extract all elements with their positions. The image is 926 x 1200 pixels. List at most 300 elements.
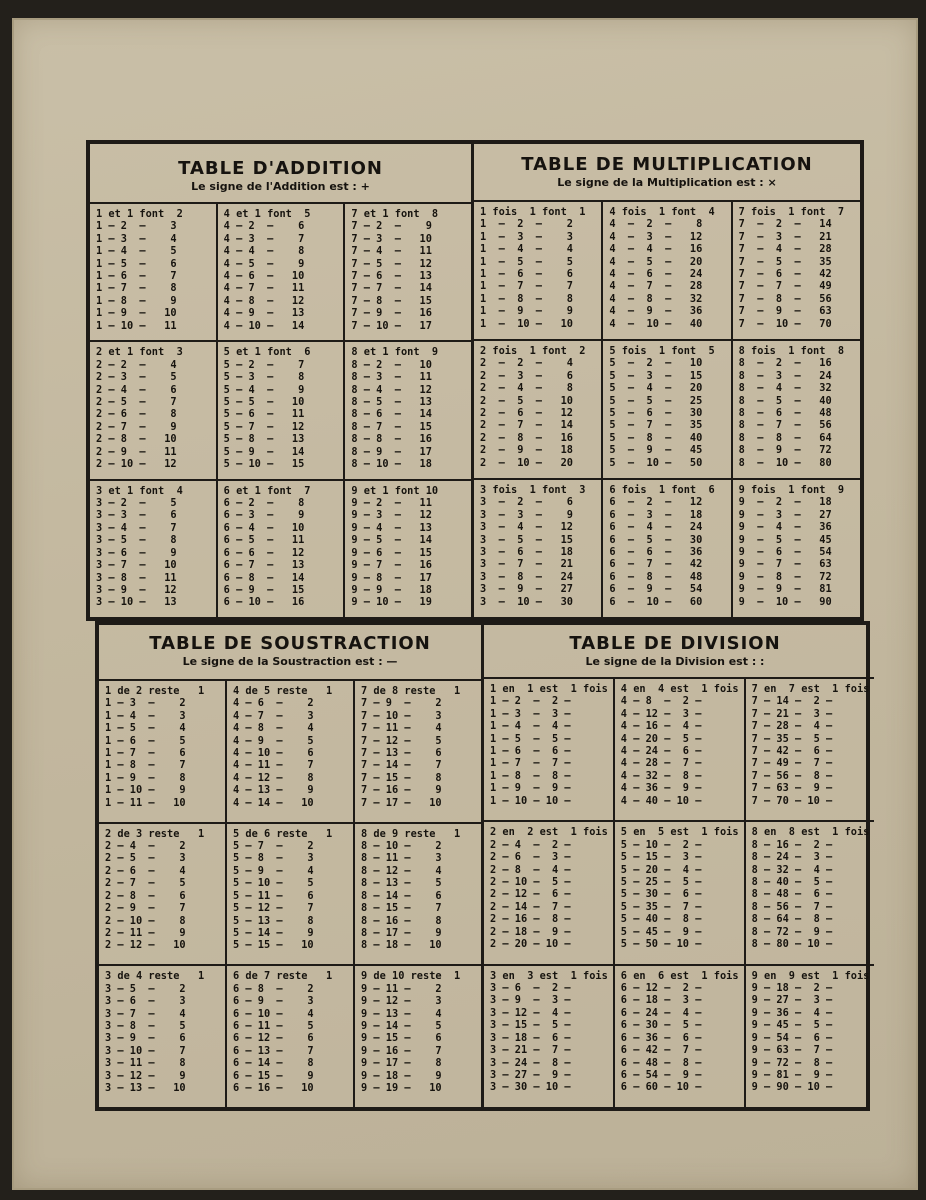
addition-line: 7 — 2 — 9 xyxy=(351,220,432,233)
soustraction-line: 4 — 8 — 4 xyxy=(233,722,314,735)
division-line: 8 — 40 — 5 — xyxy=(751,875,833,888)
addition-subtitle: Le signe de l'Addition est : + xyxy=(191,180,370,193)
multiplication-line: 2 — 10 — 20 xyxy=(480,456,573,469)
multiplication-line: 1 fois 1 font 1 xyxy=(480,206,586,218)
division-line: 6 — 60 — 10 — xyxy=(620,1081,702,1094)
division-line: 9 — 18 — 2 — xyxy=(751,982,833,995)
soustraction-line: 5 de 6 reste 1 xyxy=(233,827,333,840)
soustraction-block xyxy=(227,679,353,822)
multiplication-line: 8 — 3 — 24 xyxy=(738,369,832,382)
soustraction-line: 7 — 13 — 6 xyxy=(361,747,442,760)
addition-line: 2 — 9 — 11 xyxy=(96,445,177,458)
division-block xyxy=(746,964,875,1107)
multiplication-block xyxy=(603,478,730,617)
multiplication-line: 6 — 10 — 60 xyxy=(609,595,703,608)
addition-line: 7 — 5 — 12 xyxy=(351,257,432,270)
division-line: 4 — 12 — 3 — xyxy=(620,707,702,720)
addition-block xyxy=(218,479,344,617)
soustraction-line: 9 de 10 reste 1 xyxy=(361,970,461,983)
addition-line: 6 — 4 — 10 xyxy=(223,521,305,534)
soustraction-block xyxy=(227,964,353,1107)
soustraction-line: 3 — 5 — 2 xyxy=(105,982,186,995)
division-title: TABLE DE DIVISION xyxy=(569,633,781,654)
soustraction-line: 3 — 10 — 7 xyxy=(105,1044,186,1057)
division-line: 7 — 56 — 8 — xyxy=(751,769,833,782)
soustraction-line: 1 — 6 — 5 xyxy=(105,734,186,747)
soustraction-columns xyxy=(99,679,481,1107)
division-block xyxy=(615,964,744,1107)
soustraction-line: 2 — 7 — 5 xyxy=(105,877,186,890)
multiplication-line: 1 — 5 — 5 xyxy=(480,255,573,268)
addition-line: 7 — 8 — 15 xyxy=(351,294,432,307)
division-line: 6 — 24 — 4 — xyxy=(620,1006,702,1019)
soustraction-line: 7 — 10 — 3 xyxy=(361,709,442,722)
division-line: 5 — 30 — 6 — xyxy=(620,888,702,901)
multiplication-line: 2 — 6 — 12 xyxy=(480,407,573,420)
division-line: 6 en 6 est 1 fois xyxy=(620,969,739,982)
multiplication-line: 7 — 6 — 42 xyxy=(738,268,832,281)
soustraction-line: 5 — 7 — 2 xyxy=(233,840,314,853)
multiplication-line: 4 — 10 — 40 xyxy=(609,317,703,330)
multiplication-line: 6 — 8 — 48 xyxy=(609,570,703,583)
division-line: 2 — 14 — 7 — xyxy=(490,900,571,913)
multiplication-line: 7 fois 1 font 7 xyxy=(738,206,845,218)
multiplication-line: 6 — 5 — 30 xyxy=(609,533,703,546)
soustraction-line: 9 — 16 — 7 xyxy=(361,1044,442,1057)
addition-line: 6 — 6 — 12 xyxy=(223,546,305,559)
addition-line: 5 — 8 — 13 xyxy=(223,433,305,446)
addition-block xyxy=(218,202,344,340)
addition-line: 1 et 1 font 2 xyxy=(96,208,183,220)
soustraction-line: 9 — 11 — 2 xyxy=(361,982,442,995)
soustraction-line: 5 — 9 — 4 xyxy=(233,864,314,877)
addition-block xyxy=(345,340,471,478)
division-line: 2 — 12 — 6 — xyxy=(490,888,571,901)
multiplication-line: 2 fois 1 font 2 xyxy=(480,345,586,357)
multiplication-line: 1 — 7 — 7 xyxy=(480,280,573,293)
addition-line: 4 — 6 — 10 xyxy=(223,270,305,283)
soustraction-line: 2 — 11 — 9 xyxy=(105,926,186,939)
soustraction-line: 6 — 15 — 9 xyxy=(233,1069,314,1082)
division-line: 5 — 40 — 8 — xyxy=(620,913,702,926)
soustraction-line: 2 — 5 — 3 xyxy=(105,852,186,865)
addition-line: 6 — 10 — 16 xyxy=(223,596,305,609)
addition-line: 1 — 8 — 9 xyxy=(96,294,177,307)
addition-line: 2 — 2 — 4 xyxy=(96,358,177,371)
soustraction-line: 6 — 10 — 4 xyxy=(233,1007,314,1020)
addition-line: 9 — 7 — 16 xyxy=(351,559,432,572)
addition-line: 4 — 10 — 14 xyxy=(223,319,305,332)
multiplication-line: 5 — 5 — 25 xyxy=(609,394,703,407)
division-line: 8 — 64 — 8 — xyxy=(751,913,833,926)
addition-line: 6 et 1 font 7 xyxy=(223,484,311,497)
soustraction-line: 8 de 9 reste 1 xyxy=(361,827,461,840)
soustraction-block xyxy=(99,964,225,1107)
addition-line: 9 — 8 — 17 xyxy=(351,571,432,584)
multiplication-block xyxy=(733,200,860,339)
multiplication-column xyxy=(733,200,860,617)
division-column xyxy=(615,677,746,1107)
soustraction-line: 5 — 10 — 5 xyxy=(233,877,314,890)
division-block xyxy=(484,820,613,963)
division-line: 4 en 4 est 1 fois xyxy=(620,683,739,695)
soustraction-line: 5 — 8 — 3 xyxy=(233,852,314,865)
division-line: 1 — 8 — 8 — xyxy=(490,769,571,782)
addition-line: 8 — 9 — 17 xyxy=(351,445,432,458)
multiplication-line: 5 fois 1 font 5 xyxy=(609,345,715,357)
addition-line: 7 et 1 font 8 xyxy=(351,208,439,220)
soustraction-line: 2 — 8 — 6 xyxy=(105,889,186,902)
division-line: 4 — 24 — 6 — xyxy=(620,745,702,758)
multiplication-line: 3 — 3 — 9 xyxy=(480,508,573,521)
division-line: 6 — 12 — 2 — xyxy=(620,982,702,995)
division-line: 8 en 8 est 1 fois xyxy=(751,826,870,839)
division-line: 8 — 80 — 10 — xyxy=(751,937,833,950)
division-line: 2 — 18 — 9 — xyxy=(490,925,571,938)
addition-line: 2 — 10 — 12 xyxy=(96,457,177,470)
addition-line: 5 — 7 — 12 xyxy=(223,420,305,433)
multiplication-line: 3 — 2 — 6 xyxy=(480,496,573,509)
division-line: 8 — 16 — 2 — xyxy=(751,838,833,851)
addition-line: 3 — 5 — 8 xyxy=(96,534,177,547)
multiplication-line: 6 — 3 — 18 xyxy=(609,508,703,521)
division-line: 2 — 10 — 5 — xyxy=(490,875,571,888)
division-line: 1 — 10 — 10 — xyxy=(490,794,571,807)
addition-line: 2 — 4 — 6 xyxy=(96,383,177,396)
addition-line: 3 — 2 — 5 xyxy=(96,497,177,510)
soustraction-line: 2 — 4 — 2 xyxy=(105,840,186,853)
addition-block xyxy=(345,202,471,340)
addition-line: 3 et 1 font 4 xyxy=(96,484,183,497)
multiplication-line: 8 — 9 — 72 xyxy=(738,444,832,457)
soustraction-line: 4 — 11 — 7 xyxy=(233,759,314,772)
division-block xyxy=(484,964,613,1107)
addition-line: 7 — 3 — 10 xyxy=(351,232,432,245)
addition-line: 8 — 5 — 13 xyxy=(351,395,432,408)
multiplication-line: 4 — 9 — 36 xyxy=(609,305,703,318)
division-block xyxy=(615,820,744,963)
addition-title: TABLE D'ADDITION xyxy=(178,158,383,179)
division-line: 7 — 63 — 9 — xyxy=(751,782,833,795)
soustraction-line: 9 — 17 — 8 xyxy=(361,1057,442,1070)
multiplication-line: 9 — 7 — 63 xyxy=(738,558,832,571)
multiplication-line: 9 — 5 — 45 xyxy=(738,533,832,546)
multiplication-line: 3 — 8 — 24 xyxy=(480,570,573,583)
soustraction-line: 3 — 8 — 5 xyxy=(105,1019,186,1032)
multiplication-line: 6 — 4 — 24 xyxy=(609,521,703,534)
multiplication-line: 2 — 5 — 10 xyxy=(480,394,573,407)
division-line: 4 — 40 — 10 — xyxy=(620,794,702,807)
addition-line: 7 — 4 — 11 xyxy=(351,245,432,258)
multiplication-line: 6 — 2 — 12 xyxy=(609,496,703,509)
addition-line: 5 — 2 — 7 xyxy=(223,358,305,371)
division-line: 9 — 90 — 10 — xyxy=(751,1081,833,1094)
addition-block xyxy=(90,340,216,478)
division-line: 5 — 15 — 3 — xyxy=(620,851,702,864)
multiplication-line: 7 — 4 — 28 xyxy=(738,243,832,256)
soustraction-line: 8 — 10 — 2 xyxy=(361,840,442,853)
multiplication-line: 3 — 5 — 15 xyxy=(480,533,573,546)
addition-line: 8 — 8 — 16 xyxy=(351,433,432,446)
addition-line: 8 — 3 — 11 xyxy=(351,371,432,384)
soustraction-line: 3 — 6 — 3 xyxy=(105,995,186,1008)
addition-line: 5 — 4 — 9 xyxy=(223,383,305,396)
multiplication-line: 1 — 10 — 10 xyxy=(480,317,573,330)
multiplication-line: 4 — 7 — 28 xyxy=(609,280,703,293)
addition-line: 8 — 6 — 14 xyxy=(351,408,432,421)
addition-line: 4 — 9 — 13 xyxy=(223,307,305,320)
soustraction-line: 6 — 12 — 6 xyxy=(233,1032,314,1045)
division-line: 3 — 6 — 2 — xyxy=(490,982,571,995)
division-line: 5 en 5 est 1 fois xyxy=(620,826,739,839)
division-line: 1 — 9 — 9 — xyxy=(490,782,571,795)
addition-line: 4 — 8 — 12 xyxy=(223,294,305,307)
soustraction-line: 2 — 10 — 8 xyxy=(105,914,186,927)
soustraction-line: 9 — 12 — 3 xyxy=(361,995,442,1008)
multiplication-line: 2 — 9 — 18 xyxy=(480,444,573,457)
division-line: 3 — 24 — 8 — xyxy=(490,1056,571,1069)
multiplication-subtitle: Le signe de la Multiplication est : × xyxy=(557,176,777,189)
soustraction-line: 3 de 4 reste 1 xyxy=(105,970,205,983)
division-line: 9 — 45 — 5 — xyxy=(751,1019,833,1032)
addition-line: 9 — 2 — 11 xyxy=(351,497,432,510)
multiplication-line: 9 — 2 — 18 xyxy=(738,496,832,509)
multiplication-line: 1 — 6 — 6 xyxy=(480,268,573,281)
division-line: 3 — 15 — 5 — xyxy=(490,1019,571,1032)
soustraction-line: 9 — 15 — 6 xyxy=(361,1032,442,1045)
division-line: 8 — 48 — 6 — xyxy=(751,888,833,901)
addition-line: 6 — 7 — 13 xyxy=(223,559,305,572)
multiplication-block xyxy=(603,339,730,478)
soustraction-line: 3 — 7 — 4 xyxy=(105,1007,186,1020)
soustraction-line: 8 — 15 — 7 xyxy=(361,902,442,915)
division-line: 1 — 6 — 6 — xyxy=(490,745,571,758)
addition-line: 7 — 6 — 13 xyxy=(351,270,432,283)
addition-line: 3 — 7 — 10 xyxy=(96,559,177,572)
multiplication-line: 2 — 8 — 16 xyxy=(480,431,573,444)
division-columns xyxy=(484,677,870,1107)
division-line: 7 — 42 — 6 — xyxy=(751,745,833,758)
division-line: 8 — 72 — 9 — xyxy=(751,925,833,938)
multiplication-line: 3 fois 1 font 3 xyxy=(480,484,586,496)
addition-line: 1 — 5 — 6 xyxy=(96,257,177,270)
multiplication-line: 2 — 2 — 4 xyxy=(480,357,573,370)
soustraction-line: 1 — 5 — 4 xyxy=(105,722,186,735)
division-line: 3 — 18 — 6 — xyxy=(490,1031,571,1044)
multiplication-line: 3 — 7 — 21 xyxy=(480,558,573,571)
multiplication-line: 8 — 8 — 64 xyxy=(738,431,832,444)
multiplication-line: 6 fois 1 font 6 xyxy=(609,484,715,496)
addition-line: 8 — 4 — 12 xyxy=(351,383,432,396)
soustraction-title: TABLE DE SOUSTRACTION xyxy=(149,633,431,654)
soustraction-line: 5 — 14 — 9 xyxy=(233,926,314,939)
soustraction-line: 4 — 14 — 10 xyxy=(233,796,314,809)
soustraction-line: 9 — 18 — 9 xyxy=(361,1069,442,1082)
multiplication-line: 9 — 6 — 54 xyxy=(738,546,832,559)
addition-line: 3 — 6 — 9 xyxy=(96,546,177,559)
division-block xyxy=(746,820,875,963)
multiplication-block xyxy=(733,339,860,478)
division-line: 2 — 20 — 10 — xyxy=(490,937,571,950)
soustraction-line: 5 — 11 — 6 xyxy=(233,889,314,902)
addition-line: 6 — 5 — 11 xyxy=(223,534,305,547)
soustraction-block xyxy=(355,679,481,822)
division-line: 3 — 12 — 4 — xyxy=(490,1006,571,1019)
multiplication-line: 4 fois 1 font 4 xyxy=(609,206,715,218)
multiplication-line: 4 — 6 — 24 xyxy=(609,268,703,281)
addition-line: 2 — 7 — 9 xyxy=(96,420,177,433)
soustraction-block xyxy=(227,822,353,965)
multiplication-block xyxy=(474,339,601,478)
addition-line: 5 — 5 — 10 xyxy=(223,395,305,408)
addition-line: 1 — 7 — 8 xyxy=(96,282,177,295)
soustraction-line: 1 de 2 reste 1 xyxy=(105,685,205,697)
division-line: 6 — 42 — 7 — xyxy=(620,1044,702,1057)
addition-line: 8 — 7 — 15 xyxy=(351,420,432,433)
addition-line: 2 — 8 — 10 xyxy=(96,433,177,446)
soustraction-line: 8 — 13 — 5 xyxy=(361,877,442,890)
addition-line: 1 — 9 — 10 xyxy=(96,307,177,320)
division-line: 2 — 16 — 8 — xyxy=(490,913,571,926)
division-line: 7 — 14 — 2 — xyxy=(751,695,833,708)
soustraction-line: 9 — 19 — 10 xyxy=(361,1082,442,1094)
division-line: 3 — 30 — 10 — xyxy=(490,1081,571,1094)
division-line: 1 — 7 — 7 — xyxy=(490,757,571,770)
division-line: 5 — 50 — 10 — xyxy=(620,937,702,950)
multiplication-line: 7 — 3 — 21 xyxy=(738,230,832,243)
division-line: 6 — 30 — 5 — xyxy=(620,1019,702,1032)
soustraction-line: 1 — 11 — 10 xyxy=(105,796,186,809)
multiplication-line: 6 — 6 — 36 xyxy=(609,546,703,559)
soustraction-line: 7 — 9 — 2 xyxy=(361,697,442,710)
addition-line: 5 et 1 font 6 xyxy=(223,346,311,359)
addition-line: 1 — 10 — 11 xyxy=(96,319,177,332)
division-line: 4 — 32 — 8 — xyxy=(620,769,702,782)
soustraction-line: 7 de 8 reste 1 xyxy=(361,685,461,697)
soustraction-block xyxy=(99,822,225,965)
soustraction-line: 8 — 16 — 8 xyxy=(361,914,442,927)
multiplication-line: 3 — 10 — 30 xyxy=(480,595,573,608)
soustraction-column xyxy=(355,679,481,1107)
division-line: 6 — 18 — 3 — xyxy=(620,994,702,1007)
addition-line: 1 — 6 — 7 xyxy=(96,270,177,283)
soustraction-line: 7 — 14 — 7 xyxy=(361,759,442,772)
multiplication-line: 1 — 4 — 4 xyxy=(480,243,573,256)
top-tables-frame xyxy=(86,140,864,621)
division-column xyxy=(746,677,875,1107)
soustraction-line: 5 — 12 — 7 xyxy=(233,902,314,915)
addition-line: 2 — 6 — 8 xyxy=(96,408,177,421)
multiplication-line: 8 fois 1 font 8 xyxy=(738,345,845,357)
addition-line: 3 — 8 — 11 xyxy=(96,571,177,584)
addition-line: 5 — 3 — 8 xyxy=(223,371,305,384)
division-line: 5 — 45 — 9 — xyxy=(620,925,702,938)
soustraction-block xyxy=(99,679,225,822)
division-line: 7 en 7 est 1 fois xyxy=(751,683,870,695)
division-column xyxy=(484,677,615,1107)
multiplication-line: 8 — 2 — 16 xyxy=(738,357,832,370)
multiplication-line: 7 — 8 — 56 xyxy=(738,292,832,305)
soustraction-header xyxy=(99,633,481,669)
addition-columns xyxy=(90,202,471,617)
addition-line: 1 — 3 — 4 xyxy=(96,232,177,245)
multiplication-block xyxy=(474,478,601,617)
multiplication-block xyxy=(474,200,601,339)
addition-line: 2 et 1 font 3 xyxy=(96,346,183,359)
multiplication-column xyxy=(474,200,603,617)
soustraction-line: 3 — 12 — 9 xyxy=(105,1069,186,1082)
soustraction-line: 6 — 13 — 7 xyxy=(233,1044,314,1057)
division-subtitle: Le signe de la Division est : : xyxy=(585,655,765,668)
addition-line: 9 — 9 — 18 xyxy=(351,583,432,596)
division-line: 7 — 28 — 4 — xyxy=(751,720,833,733)
division-line: 2 — 4 — 2 — xyxy=(490,838,571,851)
addition-line: 5 — 9 — 14 xyxy=(223,445,305,458)
soustraction-line: 4 — 9 — 5 xyxy=(233,734,314,747)
multiplication-line: 4 — 8 — 32 xyxy=(609,292,703,305)
addition-line: 4 — 5 — 9 xyxy=(223,257,305,270)
soustraction-line: 3 — 13 — 10 xyxy=(105,1082,186,1094)
soustraction-line: 7 — 16 — 9 xyxy=(361,784,442,797)
multiplication-line: 3 — 4 — 12 xyxy=(480,521,573,534)
division-line: 4 — 28 — 7 — xyxy=(620,757,702,770)
multiplication-line: 8 — 5 — 40 xyxy=(738,394,832,407)
division-line: 9 — 72 — 8 — xyxy=(751,1056,833,1069)
soustraction-line: 6 — 14 — 8 xyxy=(233,1057,314,1070)
addition-line: 3 — 10 — 13 xyxy=(96,596,177,609)
soustraction-line: 4 — 13 — 9 xyxy=(233,784,314,797)
multiplication-line: 8 — 10 — 80 xyxy=(738,456,832,469)
division-block xyxy=(484,677,613,820)
division-block xyxy=(615,677,744,820)
multiplication-line: 4 — 3 — 12 xyxy=(609,230,703,243)
soustraction-line: 8 — 14 — 6 xyxy=(361,889,442,902)
soustraction-subtitle: Le signe de la Soustraction est : — xyxy=(182,655,398,668)
division-line: 6 — 36 — 6 — xyxy=(620,1031,702,1044)
soustraction-line: 8 — 18 — 10 xyxy=(361,939,442,952)
addition-line: 8 — 10 — 18 xyxy=(351,457,432,470)
multiplication-line: 8 — 6 — 48 xyxy=(738,407,832,420)
division-line: 1 — 2 — 2 — xyxy=(490,695,571,708)
addition-line: 9 et 1 font 10 xyxy=(351,484,439,497)
multiplication-line: 9 — 3 — 27 xyxy=(738,508,832,521)
addition-column xyxy=(218,202,346,617)
addition-line: 8 et 1 font 9 xyxy=(351,346,439,359)
multiplication-columns xyxy=(474,200,860,617)
multiplication-column xyxy=(603,200,732,617)
soustraction-line: 7 — 15 — 8 xyxy=(361,771,442,784)
addition-line: 9 — 5 — 14 xyxy=(351,534,432,547)
addition-line: 9 — 4 — 13 xyxy=(351,521,432,534)
multiplication-line: 6 — 9 — 54 xyxy=(609,583,703,596)
addition-line: 6 — 9 — 15 xyxy=(223,583,305,596)
multiplication-line: 9 — 9 — 81 xyxy=(738,583,832,596)
division-line: 9 — 36 — 4 — xyxy=(751,1006,833,1019)
multiplication-line: 7 — 5 — 35 xyxy=(738,255,832,268)
soustraction-column xyxy=(99,679,227,1107)
addition-line: 6 — 2 — 8 xyxy=(223,497,305,510)
addition-line: 7 — 7 — 14 xyxy=(351,282,432,295)
division-line: 9 — 54 — 6 — xyxy=(751,1031,833,1044)
multiplication-line: 9 — 8 — 72 xyxy=(738,570,832,583)
multiplication-line: 4 — 5 — 20 xyxy=(609,255,703,268)
addition-line: 6 — 3 — 9 xyxy=(223,509,305,522)
multiplication-line: 3 — 9 — 27 xyxy=(480,583,573,596)
division-line: 1 — 3 — 3 — xyxy=(490,707,571,720)
division-line: 2 — 6 — 3 — xyxy=(490,851,571,864)
addition-block xyxy=(90,202,216,340)
soustraction-line: 6 — 16 — 10 xyxy=(233,1082,314,1094)
